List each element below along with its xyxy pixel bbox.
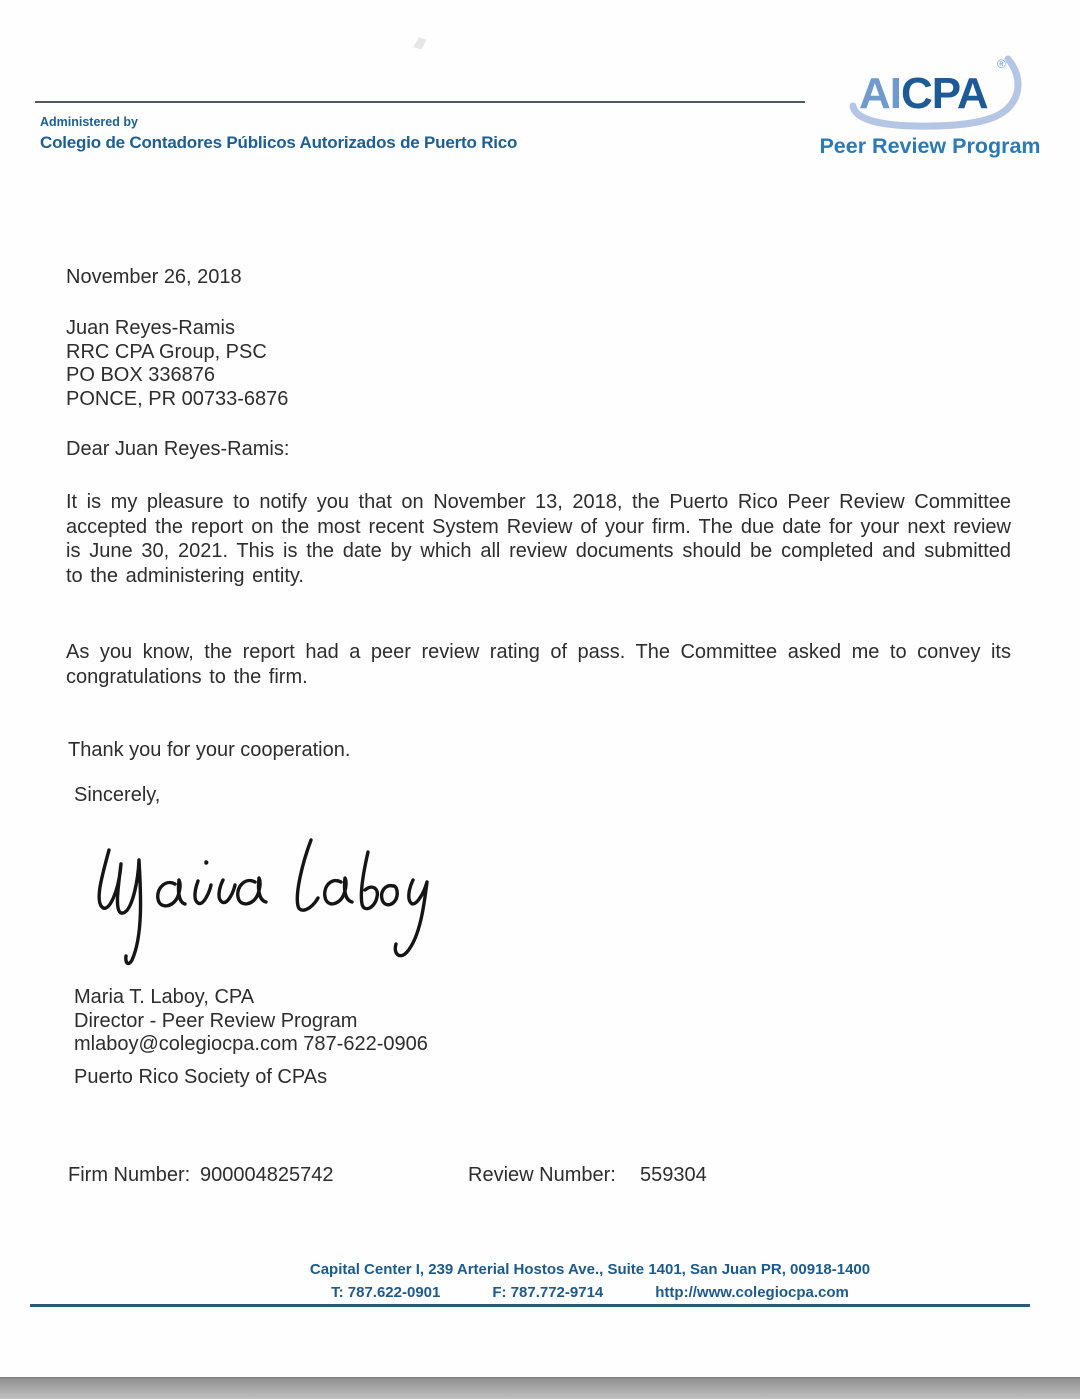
thank-you-line: Thank you for your cooperation. [68, 739, 351, 761]
signer-title: Director - Peer Review Program [74, 1009, 358, 1032]
header-divider [35, 101, 805, 103]
paragraph-acceptance: It is my pleasure to notify you that on November 13, 2018, the Puerto Rico Peer Review Committee accepted the report on the most recent System Review of your firm. The due date for your next review is June 30, 2021. This is the date by which all review documents should be completed and submitted to the administering entity. [66, 491, 1011, 587]
review-number-label: Review Number: [468, 1164, 616, 1186]
footer-divider [30, 1304, 1030, 1307]
aicpa-logo-icon [825, 52, 1035, 132]
page-edge-shadow [0, 1377, 1080, 1399]
footer-telephone: T: 787.622-0901 [331, 1284, 441, 1301]
firm-number-label: Firm Number: [68, 1164, 191, 1186]
recipient-firm: RRC CPA Group, PSC [66, 340, 267, 363]
signer-name: Maria T. Laboy, CPA [74, 986, 255, 1008]
signature-handwriting [85, 824, 445, 979]
footer-address: Capital Center I, 239 Arterial Hostos Ave., Suite 1401, San Juan PR, 00918-1400 [309, 1261, 871, 1278]
footer-url: http://www.colegiocpa.com [655, 1284, 849, 1301]
logo-text-ai: AI [859, 69, 901, 118]
recipient-city-zip: PONCE, PR 00733-6876 [66, 387, 289, 410]
administering-entity-name: Colegio de Contadores Públicos Autorizados de Puerto Rico [40, 133, 518, 152]
firm-number-value: 900004825742 [200, 1164, 334, 1186]
logo-text-cpa: CPA [901, 69, 988, 118]
recipient-po-box: PO BOX 336876 [66, 364, 215, 386]
administered-by-label: Administered by [40, 115, 138, 129]
society-line: Puerto Rico Society of CPAs [74, 1066, 328, 1088]
recipient-address-block [66, 317, 288, 411]
letter-date: November 26, 2018 [66, 266, 242, 288]
signer-contact: mlaboy@colegiocpa.com 787-622-0906 [74, 1033, 428, 1055]
scan-artifact [413, 37, 426, 49]
review-number-value: 559304 [640, 1164, 707, 1186]
recipient-name: Juan Reyes-Ramis [66, 317, 235, 339]
registered-mark: ® [997, 57, 1006, 71]
aicpa-logo-block [810, 52, 1050, 159]
peer-review-program-label: Peer Review Program [819, 134, 1041, 158]
footer-contact-block [130, 1258, 1050, 1304]
svg-text:AICPA [859, 69, 988, 118]
salutation: Dear Juan Reyes-Ramis: [66, 438, 290, 460]
footer-fax: F: 787.772-9714 [492, 1284, 604, 1301]
closing-line: Sincerely, [74, 784, 161, 806]
signer-block [74, 986, 428, 1057]
footer-phone-line [130, 1281, 1050, 1304]
paragraph-rating: As you know, the report had a peer review rating of pass. The Committee asked me to convey its congratulations to the firm. [66, 641, 1011, 688]
